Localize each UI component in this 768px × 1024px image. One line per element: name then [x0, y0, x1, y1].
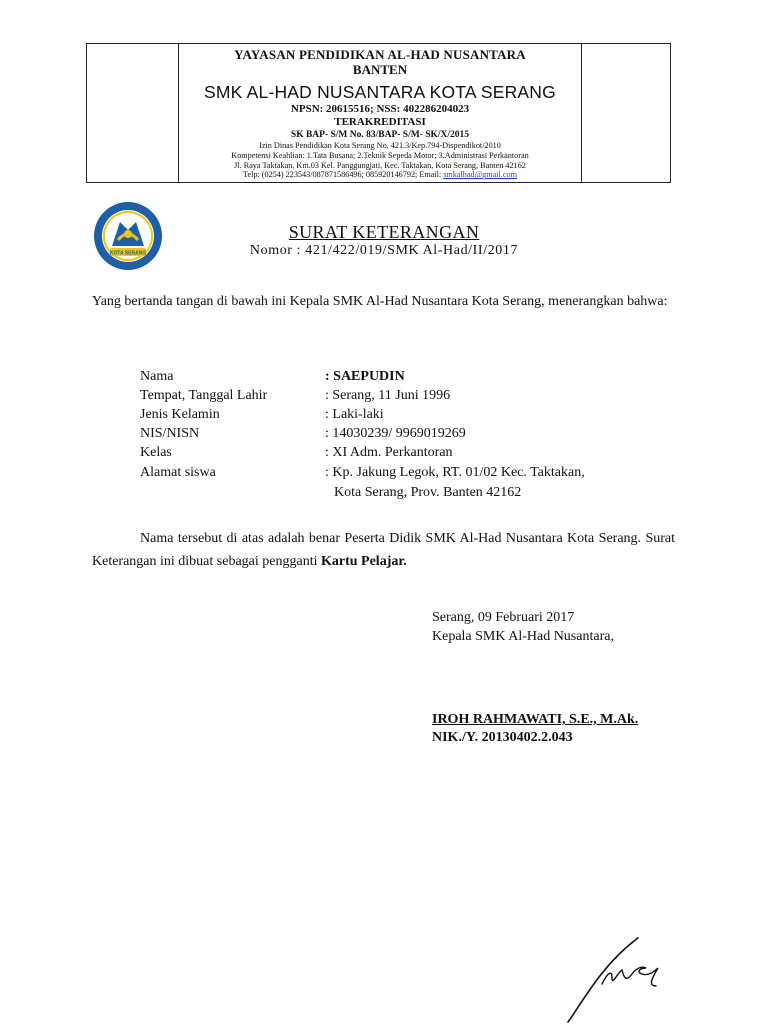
intro-paragraph: Yang bertanda tangan di bawah ini Kepala SMK Al-Had Nusantara Kota Serang, menerangkan bahwa: [92, 294, 668, 309]
field-label: Kelas [140, 445, 172, 460]
field-row-address [140, 463, 680, 482]
field-label: Tempat, Tanggal Lahir [140, 388, 268, 403]
field-value: : 14030239/ 9969019269 [325, 426, 466, 441]
school-name: SMK AL-HAD NUSANTARA KOTA SERANG [204, 81, 556, 102]
permit-line: Izin Dinas Pendidikan Kota Serang No. 421.3/Kep.794-Dispendikot/2010 [259, 141, 501, 151]
address-continuation: Kota Serang, Prov. Banten 42162 [334, 485, 522, 500]
field-row-nis [140, 424, 680, 443]
field-value: : XI Adm. Perkantoran [325, 445, 453, 460]
email-link[interactable]: smkalhad@gmail.com [443, 170, 517, 180]
field-row-birth [140, 386, 680, 405]
letterhead [86, 43, 671, 183]
field-row-address-cont [140, 483, 680, 502]
field-label: Nama [140, 369, 174, 384]
document-number: Nomor : 421/422/019/SMK Al-Had/II/2017 [249, 243, 519, 258]
handwritten-signature [562, 934, 672, 1024]
signature-stroke-main [568, 938, 638, 1022]
document-title: SURAT KETERANGAN [288, 222, 480, 242]
field-row-class [140, 443, 680, 462]
field-value-name: : SAEPUDIN [325, 369, 405, 384]
signature-stroke-flourish [602, 967, 658, 986]
logo-caption: KOTA SERANG [109, 250, 147, 257]
field-label: Jenis Kelamin [140, 407, 220, 422]
signer-id: NIK./Y. 20130402.2.043 [432, 730, 573, 745]
field-row-name [140, 367, 680, 386]
field-row-gender [140, 405, 680, 424]
letterhead-right-divider [581, 44, 582, 182]
field-label: Alamat siswa [140, 465, 216, 480]
letterhead-text [179, 46, 581, 180]
foundation-name: YAYASAN PENDIDIKAN AL-HAD NUSANTARA [234, 47, 526, 62]
field-value: : Kp. Jakung Legok, RT. 01/02 Kec. Taktakan, [325, 465, 585, 480]
address-line: Jl. Raya Taktakan, Km.03 Kel. Panggungjati, Kec. Taktakan, Kota Serang, Banten 42162 [234, 160, 526, 170]
sk-line: SK BAP- S/M No. 83/BAP- S/M- SK/X/2015 [290, 130, 470, 141]
signer-name: IROH RAHMAWATI, S.E., M.Ak. [432, 712, 639, 727]
place-date: Serang, 09 Februari 2017 [432, 610, 575, 625]
province-name: BANTEN [352, 61, 408, 77]
statement-bold: Kartu Pelajar. [320, 554, 407, 569]
npsn-line: NPSN: 20615516; NSS: 402286204023 [290, 103, 470, 115]
field-label: NIS/NISN [140, 426, 200, 441]
field-value: : Laki-laki [325, 407, 384, 422]
contact-line [179, 170, 581, 180]
accreditation-line: TERAKREDITASI [334, 115, 426, 128]
competency-line: Kompetensi Keahlian: 1.Tata Busana; 2.Teknik Sepeda Motor; 3.Administrasi Perkantoran [231, 150, 529, 160]
statement-text: Nama tersebut di atas adalah benar Peserta Didik SMK Al-Had Nusantara Kota Serang. Surat Keterangan ini dibuat sebagai pengganti [92, 531, 675, 569]
statement-paragraph [92, 527, 675, 573]
contact-text: Telp: (0254) 223543/087871586496; 085920146792; Email: [243, 170, 444, 180]
field-value: : Serang, 11 Juni 1996 [325, 388, 451, 403]
signer-role: Kepala SMK Al-Had Nusantara, [432, 629, 614, 644]
